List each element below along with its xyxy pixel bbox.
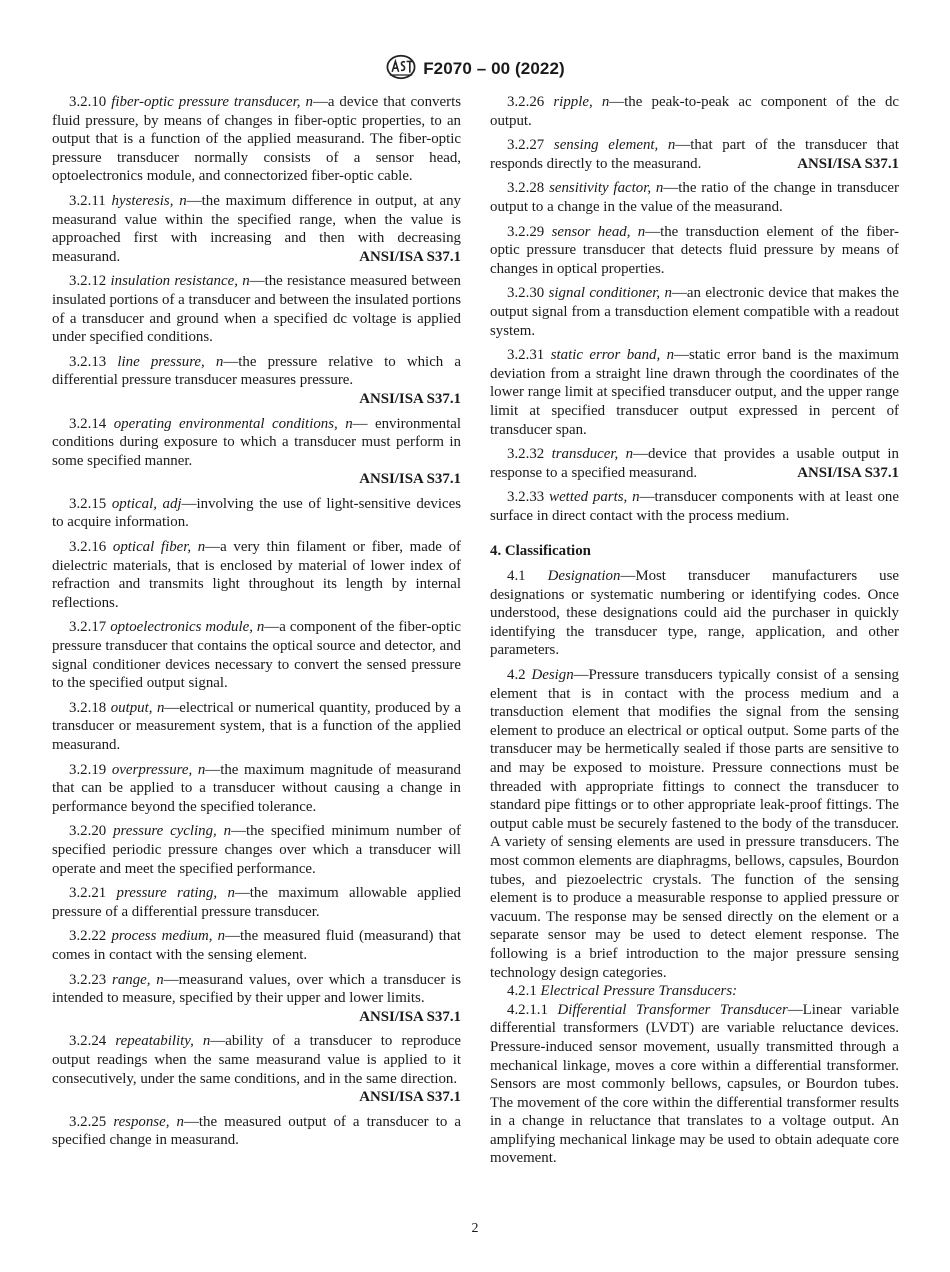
text-span: —the ratio of the change in transducer output to a change in the value of the measurand. [490,180,899,215]
text-span: pressure rating, n [116,885,235,902]
text-span: —device that provides a usable output in response to a specified measurand. [490,446,899,481]
left-column [52,93,461,1156]
text-span: repeatability, n [115,1033,211,1050]
text-span: —static error band is the maximum deviation from a straight line drawn through the coordinates of the lower range limit at specified transducer output, and the upper range limit at specified transducer output expressed in percent of transducer span. [490,347,900,438]
reference-citation: ANSI/ISA S37.1 [359,390,461,407]
paragraph-4-2-1-1 [490,1001,899,1168]
text-span: range, n [112,971,164,988]
text-span: optoelectronics module, n [110,619,265,636]
text-span: ripple, n [553,94,610,110]
text-span: Designation [547,568,621,585]
definition-3-2-32 [490,445,899,482]
text-span: —ability of a transducer to reproduce output readings when the same measurand value is applied to it consecutively, under the same conditions, and in the same direction. [52,1033,461,1087]
text-span: process medium, n [111,928,226,945]
text-span: —a device that converts fluid pressure, by means of changes in fiber-optic properties, to an output that is a function of the applied measurand. The fiber-optic pressure transducer normally consists of a sensor head, optoelectronics module, and connectorized fiber-optic cable. [52,94,461,185]
definition-3-2-33 [490,488,899,525]
text-span: 4.2.1.1 [507,1001,548,1018]
text-span: —the maximum difference in output, at any measurand value within the specified range, when the value is approached first with increasing and then with decreasing measurand. [52,192,461,265]
text-span: 4.2 [507,667,526,684]
standard-designation: F2070 – 00 (2022) [423,59,565,78]
text-span: insulation resistance, n [110,273,250,290]
text-span: —Linear variable differential transformers (LVDT) are variable reluctance devices. Pressure-induced sensor movement, usually transmitted through a mechanical linkage, moves a core within a differential transformer. Sensors are most commonly bellows, capsules, or Bourdon tubes. The movement of the core within the differential transformer results in a change in reluctance that translates to a voltage output. An amplifying mechanical linkage may be used to obtain adequate core movement. [490,1001,899,1167]
text-span: fiber-optic pressure transducer, n [111,94,313,110]
text-span: —electrical or numerical quantity, produced by a transducer or measurement system, that is a function of the applied measurand. [52,699,461,753]
text-span: response, n [113,1113,184,1130]
text-span: sensitivity factor, n [549,180,664,197]
text-span: —the measured fluid (measurand) that comes in contact with the sensing element. [52,928,461,963]
text-span: 3.2.11 [69,192,106,209]
definition-3-2-11 [52,192,461,266]
paragraph-4-1 [490,567,899,660]
text-span: overpressure, n [111,761,206,778]
text-span: pressure cycling, n [113,823,232,840]
text-span: transducer, n [551,446,634,463]
text-span: —measurand values, over which a transducer is intended to measure, specified by their upper and lower limits. [52,971,461,1007]
text-span: —an electronic device that makes the output signal from a transduction element compatible with a readout system. [490,285,899,339]
text-span: 3.2.14 [69,415,107,432]
text-span: —the peak-to-peak ac component of the dc output. [490,94,899,129]
definition-3-2-13 [52,353,461,390]
text-span: output, n [110,699,165,716]
text-span: 3.2.25 [69,1113,107,1130]
text-span: 3.2.21 [69,885,107,902]
text-span: 4.2.1 [507,983,537,1000]
text-span: optical, adj [111,495,182,512]
text-span: —Most transducer manufacturers use designations or systematic numbering or identifying codes. Once understood, these designations could aid the purchaser in quickly identifying the transducer type, range, application, and other parameters. [490,568,899,659]
text-span: —a component of the fiber-optic pressure transducer that contains the optical source and detector, and signal conditioner devices necessary to convert the sensed pressure to the specified output signal. [52,619,461,692]
text-span: —involving the use of light-sensitive devices to acquire information. [52,495,461,531]
text-span: 3.2.17 [69,619,107,636]
definition-3-2-24 [52,1032,461,1106]
definition-3-2-12 [52,272,461,346]
text-span: —the maximum allowable applied pressure of a differential pressure transducer. [52,885,461,920]
reference-citation: ANSI/ISA S37.1 [359,1008,461,1025]
definition-3-2-19 [52,761,461,817]
reference-citation: ANSI/ISA S37.1 [359,471,461,488]
text-span: 3.2.33 [507,489,545,506]
reference-citation: ANSI/ISA S37.1 [359,248,461,265]
right-column [490,93,899,1174]
text-span: operating environmental conditions, n [113,415,353,432]
text-span: —transducer components with at least one surface in direct contact with the process medium. [490,489,899,524]
definition-3-2-23 [52,971,461,1027]
text-span: 3.2.24 [69,1033,107,1050]
text-span: signal conditioner, n [548,285,672,302]
definition-3-2-26 [490,93,899,130]
text-span: 3.2.19 [69,761,107,778]
text-span: —that part of the transducer that responds directly to the measurand. [490,137,899,172]
definition-3-2-25 [52,1113,461,1150]
text-span: Differential Transformer Transducer [557,1001,788,1018]
text-span: —the transduction element of the fiber-optic pressure transducer that detects fluid pressure by means of changes in optical properties. [490,223,899,277]
text-span: wetted parts, n [549,489,640,506]
text-span: sensing element, n [553,137,676,154]
definition-3-2-10 [52,93,461,186]
text-span: 3.2.28 [507,180,545,197]
page-number: 2 [471,1221,479,1236]
reference-citation: ANSI/ISA S37.1 [797,464,899,481]
text-span: 3.2.32 [507,446,545,463]
text-span: — environmental conditions during exposure to which a transducer must perform in some specified manner. [52,415,461,469]
text-span: 3.2.16 [69,539,107,556]
text-span: 3.2.29 [507,223,545,240]
text-span: Electrical Pressure Transducers: [540,983,738,1000]
text-span: —Pressure transducers typically consist of a sensing element that is in contact with the process medium and a transduction element that modifies the signal from the sensing element to produce an electrical or optical output. Some parts of the transducer may be hermetically sealed if those parts are sensitive to and may be exposed to moisture. Pressure connections must be threaded with appropriate fittings to connect the transducer to standard pipe fittings or to other appropriate leak-proof fittings. The output cable must be securely fastened to the body of the transducer. A variety of sensing elements are used in pressure transducers. The most common elements are diaphragms, bellows, capsules, Bourdon tubes, and piezoelectric crystals. The function of the sensing element is to produce a measurable response to applied pressure or vacuum. The response may be sensed directly on the element or a separate sensor may be used to detect element response. The following is a brief introduction to the major pressure sensing technology design categories. [490,667,899,981]
text-span: 3.2.13 [69,353,107,370]
paragraph-4-2 [490,666,899,982]
text-span: 3.2.30 [507,285,545,302]
definition-3-2-20 [52,822,461,878]
definition-3-2-14 [52,415,461,471]
text-span: optical fiber, n [112,539,206,556]
paragraph-4-2-1 [490,982,899,1001]
text-span: —a very thin filament or fiber, made of dielectric materials, that is enclosed by material of lower index of refraction and transmits light throughout its length by internal reflections. [52,539,461,611]
definition-3-2-21 [52,884,461,921]
definition-3-2-28 [490,179,899,216]
definition-3-2-30 [490,284,899,340]
text-span: 3.2.15 [69,495,107,512]
text-span: —the maximum magnitude of measurand that can be applied to a transducer without causing a change in performance beyond the specified tolerance. [52,761,461,815]
text-span: —the measured output of a transducer to a specified change in measurand. [52,1113,462,1149]
section-heading: 4. Classification [490,543,591,560]
text-span: 3.2.10 [69,94,107,110]
definition-3-2-27 [490,136,899,173]
text-span: hysteresis, n [111,192,187,209]
definition-3-2-15 [52,495,461,532]
definition-3-2-17 [52,618,461,692]
text-span: line pressure, n [117,353,224,370]
page-header [0,56,950,82]
text-span: sensor head, n [551,223,646,240]
definition-3-2-29 [490,223,899,279]
text-span: —the resistance measured between insulated portions of a transducer and between the insulated portions of a transducer and ground when a specified dc voltage is applied under specified conditions. [52,273,461,346]
text-span: 3.2.22 [69,928,107,945]
text-span: 3.2.26 [507,94,545,110]
text-span: Design [531,667,574,684]
definition-3-2-18 [52,699,461,755]
text-span: static error band, n [550,347,675,364]
text-span: 3.2.23 [69,971,107,988]
reference-citation: ANSI/ISA S37.1 [359,1089,461,1106]
reference-citation: ANSI/ISA S37.1 [797,155,899,172]
text-span: 3.2.27 [507,137,545,154]
definition-3-2-31 [490,346,899,439]
text-span: —the pressure relative to which a differential pressure transducer measures pressure. [52,353,461,389]
text-span: 3.2.31 [507,347,545,364]
text-span: —the specified minimum number of specified periodic pressure changes over which a transducer will operate and meet the specified performance. [52,823,461,877]
definition-3-2-16 [52,538,461,612]
definition-3-2-22 [52,927,461,964]
text-span: 3.2.18 [69,699,107,716]
text-span: 4.1 [507,568,526,585]
text-span: 3.2.20 [69,823,107,840]
text-span: 3.2.12 [69,273,107,290]
astm-logo-icon [385,54,417,80]
